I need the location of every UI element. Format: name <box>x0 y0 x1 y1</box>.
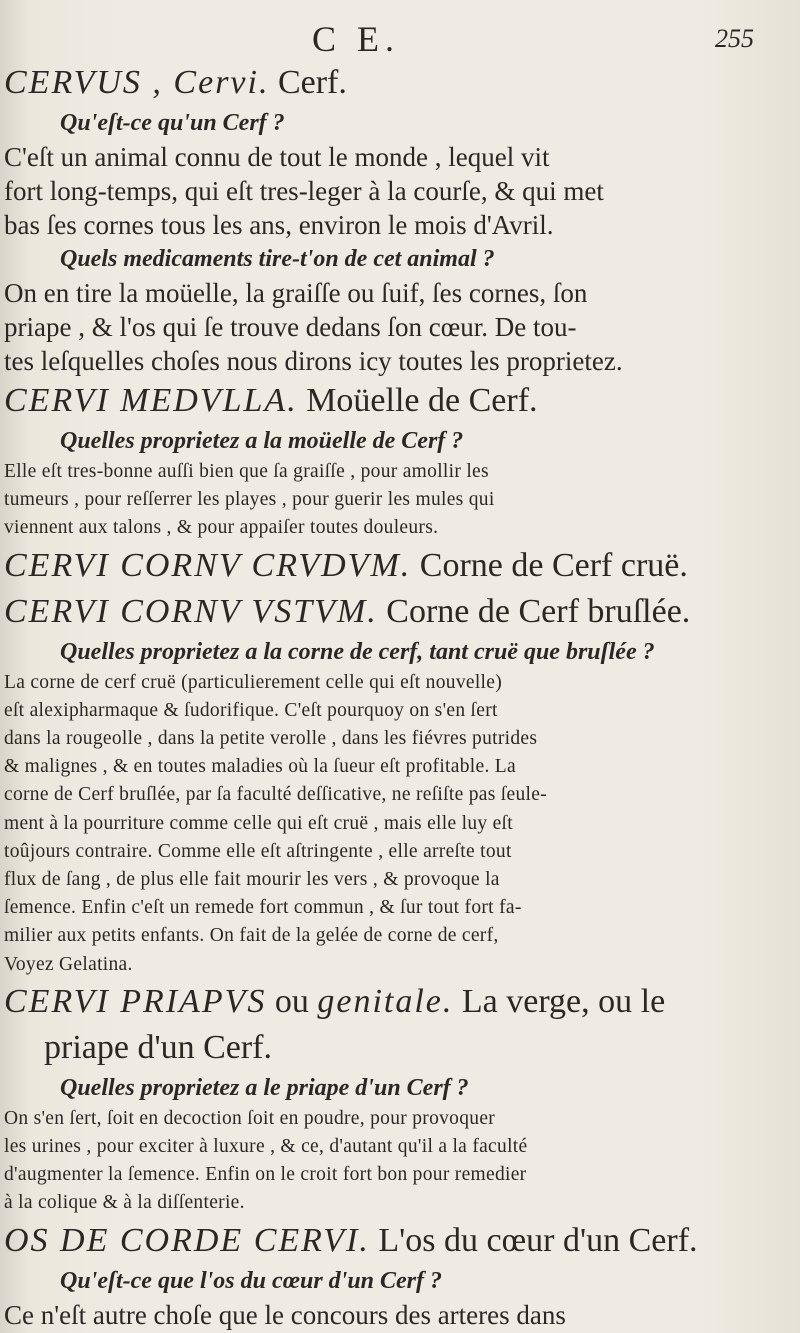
entry-title-latin: OS DE CORDE CERVI. <box>4 1221 370 1259</box>
entry-title-latin: CERVI CORNV VSTVM. <box>4 592 378 630</box>
text-line: les urines , pour exciter à luxure , & ce, d'autant qu'il a la faculté <box>4 1136 528 1158</box>
entry-title-latin: CERVUS , Cervi. <box>4 64 270 101</box>
text-line: tes leſquelles choſes nous dirons icy toutes les proprietez. <box>4 346 623 376</box>
question-heading: Qu'eſt-ce qu'un Cerf ? <box>60 110 285 136</box>
question-heading: Quels medicaments tire-t'on de cet animal ? <box>60 246 495 272</box>
entry-title-continued: priape d'un Cerf. <box>44 1028 272 1066</box>
entry-title <box>0 589 790 635</box>
entry-title <box>0 378 790 424</box>
text-line: priape , & l'os qui ſe trouve dedans ſon cœur. De tou- <box>4 312 577 342</box>
entry-title <box>0 543 790 589</box>
text-line: d'augmenter la ſemence. Enfin on le croit fort bon pour remedier <box>4 1164 527 1186</box>
text-line: flux de ſang , de plus elle fait mourir les vers , & provoque la <box>4 869 500 891</box>
entry-title-french: Corne de Cerf cruë. <box>411 546 688 584</box>
text-line: On s'en ſert, ſoit en decoction ſoit en poudre, pour provoquer <box>4 1107 496 1129</box>
text-line: Ce n'eſt autre choſe que le concours des arteres dans <box>4 1299 566 1330</box>
entry-title-french: La verge, ou le <box>453 982 666 1020</box>
entry-title-latin: CERVI MEDVLLA. <box>4 382 298 419</box>
text-line: eſt alexipharmaque & ſudorifique. C'eſt pourquoy on s'en ſert <box>4 699 498 721</box>
entry-title-french: L'os du cœur d'un Cerf. <box>369 1221 698 1259</box>
entry-title-french: Corne de Cerf bruſlée. <box>377 592 691 630</box>
text-line: ſemence. Enfin c'eſt un remede fort commun , & ſur tout fort fa- <box>4 897 522 919</box>
text-line: On en tire la moüelle, la graiſſe ou ſuif, ſes cornes, ſon <box>4 278 588 308</box>
text-line: bas ſes cornes tous les ans, environ le mois d'Avril. <box>4 210 554 240</box>
text-line: milier aux petits enfants. On fait de la gelée de corne de cerf, <box>4 925 499 947</box>
entry-title-connector: ou <box>266 982 318 1020</box>
entry-title <box>0 60 790 106</box>
text-line: Elle eſt tres-bonne auſſi bien que ſa graiſſe , pour amollir les <box>4 461 489 482</box>
text-line: fort long-temps, qui eſt tres-leger à la courſe, & qui met <box>4 176 604 206</box>
text-line: corne de Cerf bruſlée, par ſa faculté deſſicative, ne reſiſte pas ſeule- <box>4 784 547 806</box>
entry-title-latin: CERVI PRIAPVS <box>4 982 267 1020</box>
entry-title-french: Cerf. <box>269 64 347 101</box>
page-number: 255 <box>715 24 754 53</box>
text-line: La corne de cerf cruë (particulierement celle qui eſt nouvelle) <box>4 671 503 693</box>
entry-title-french: Moüelle de Cerf. <box>297 382 538 419</box>
text-line: dans la rougeolle , dans la petite verolle , dans les fiévres putrides <box>4 728 538 750</box>
question-heading: Quelles proprietez a la moüelle de Cerf ? <box>60 428 464 454</box>
text-line: tumeurs , pour reſſerrer les playes , pour guerir les mules qui <box>4 489 495 511</box>
text-line: Voyez Gelatina. <box>4 953 133 975</box>
entry-title <box>0 979 790 1025</box>
question-heading: Qu'eſt-ce que l'os du cœur d'un Cerf ? <box>60 1267 443 1294</box>
question-heading: Quelles proprietez a le priape d'un Cerf ? <box>60 1074 469 1101</box>
text-line: viennent aux talons , & pour appaiſer toutes douleurs. <box>4 517 439 539</box>
text-line: toûjours contraire. Comme elle eſt aſtringente , elle arreſte tout <box>4 840 512 862</box>
question-heading: Quelles proprietez a la corne de cerf, tant cruë que bruſlée ? <box>60 638 655 665</box>
page-header <box>0 18 800 62</box>
text-line: C'eſt un animal connu de tout le monde , lequel vit <box>4 142 550 172</box>
entry-title-latin: CERVI CORNV CRVDVM. <box>4 546 412 584</box>
running-head: C E. <box>312 19 401 59</box>
text-line: & malignes , & en toutes maladies où la ſueur eſt profitable. La <box>4 756 516 778</box>
text-line: à la colique & à la diſſenterie. <box>4 1192 245 1214</box>
entry-title-latin-alt: genitale. <box>317 982 454 1020</box>
page-body <box>0 60 790 1332</box>
text-line: ment à la pourriture comme celle qui eſt cruë , mais elle luy eſt <box>4 812 513 834</box>
entry-title <box>0 1218 790 1264</box>
